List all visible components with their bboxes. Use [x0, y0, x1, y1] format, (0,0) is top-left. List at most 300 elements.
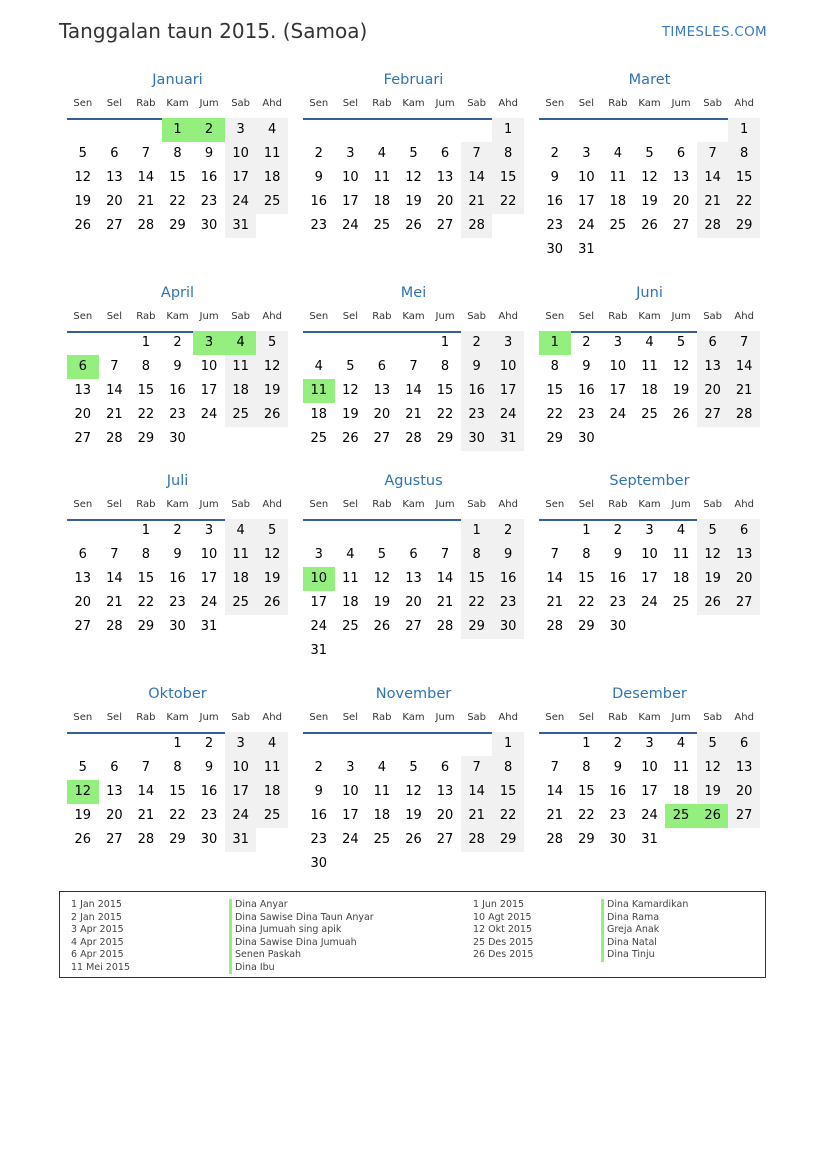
- day-cell: 22: [169, 808, 186, 823]
- weekday-label: Sel: [342, 98, 358, 109]
- day-cell: 14: [461, 166, 493, 190]
- day-cell: 1: [141, 335, 151, 350]
- day-cell: 28: [697, 214, 729, 238]
- day-cell: 11: [256, 142, 288, 166]
- day-cell: 16: [200, 170, 218, 185]
- weekday-label: Sen: [73, 311, 93, 322]
- weekday-label: Sab: [231, 98, 251, 109]
- day-cell: 15: [492, 166, 524, 190]
- day-cell: 14: [405, 383, 422, 398]
- day-cell: 3: [613, 335, 623, 350]
- day-cell: 21: [546, 595, 564, 610]
- day-cell: 17: [492, 379, 524, 403]
- day-cell: 17: [578, 194, 595, 209]
- weekday-label: Sel: [342, 311, 358, 322]
- day-cell: 29: [137, 431, 155, 446]
- day-cell: 25: [225, 591, 257, 615]
- day-cell: 13: [697, 355, 729, 379]
- weekday-label: Sen: [545, 311, 565, 322]
- day-cell: 6: [377, 359, 387, 374]
- weekday-label: Sab: [467, 311, 487, 322]
- day-cell: 19: [405, 194, 422, 209]
- month-title: April: [160, 285, 195, 301]
- weekday-label: Sab: [703, 712, 723, 723]
- day-cell: 14: [436, 571, 454, 586]
- day-cell: 8: [173, 146, 182, 161]
- day-cell: 20: [373, 407, 391, 422]
- day-cell: 28: [137, 218, 155, 233]
- weekday-label: Ahd: [498, 499, 518, 510]
- day-cell: 28: [728, 403, 760, 427]
- weekday-label: Kam: [402, 499, 425, 510]
- day-cell: 17: [609, 383, 627, 398]
- day-cell: 29: [728, 214, 760, 238]
- day-cell: 29: [169, 832, 186, 847]
- day-cell: 21: [461, 190, 493, 214]
- day-cell: 13: [74, 571, 92, 586]
- day-cell: 6: [110, 760, 119, 775]
- day-cell: 15: [492, 780, 524, 804]
- day-cell: 24: [200, 407, 218, 422]
- weekday-label: Jum: [435, 499, 455, 510]
- weekday-label: Rab: [608, 499, 628, 510]
- day-cell: 26: [641, 218, 658, 233]
- day-cell: 16: [310, 194, 328, 209]
- day-cell: 8: [141, 547, 151, 562]
- day-cell: 13: [436, 784, 454, 799]
- day-cell: 22: [169, 194, 186, 209]
- month-januari: [67, 72, 288, 272]
- day-cell: 27: [74, 431, 92, 446]
- day-cell: 13: [106, 170, 123, 185]
- day-cell: 16: [492, 567, 524, 591]
- day-cell: 11: [641, 359, 658, 374]
- day-cell: 23: [200, 808, 218, 823]
- day-cell: 14: [461, 780, 493, 804]
- weekday-label: Sel: [106, 712, 122, 723]
- day-cell: 23: [609, 595, 627, 610]
- day-cell: 5: [697, 519, 729, 543]
- month-november: [303, 686, 524, 886]
- weekday-label: Jum: [435, 311, 455, 322]
- day-cell: 16: [609, 784, 627, 799]
- day-cell: 30: [578, 431, 595, 446]
- day-cell: 25: [672, 595, 690, 610]
- day-cell: 7: [141, 146, 151, 161]
- day-cell: 29: [578, 619, 595, 634]
- month-februari: [303, 72, 524, 272]
- day-cell: 25: [310, 431, 328, 446]
- day-cell: 31: [578, 242, 595, 257]
- weekday-header: [303, 712, 524, 734]
- weekday-label: Jum: [671, 311, 691, 322]
- day-cell: 2: [492, 519, 524, 543]
- day-cell: 5: [676, 335, 686, 350]
- day-cell: 10: [200, 547, 218, 562]
- day-cell: 12: [405, 170, 422, 185]
- day-cell: 12: [74, 170, 92, 185]
- weekday-label: Sen: [309, 499, 329, 510]
- holiday-date: 12 Okt 2015: [473, 924, 533, 935]
- weekday-label: Ahd: [498, 712, 518, 723]
- day-cell: 10: [342, 784, 359, 799]
- weekday-label: Sen: [73, 98, 93, 109]
- day-cell: 4: [676, 736, 686, 751]
- weekday-label: Rab: [136, 499, 156, 510]
- day-cell: 16: [578, 383, 595, 398]
- day-cell: 4: [256, 732, 288, 756]
- day-cell: 9: [204, 146, 214, 161]
- day-cell: 12: [256, 355, 288, 379]
- day-cell: 27: [405, 619, 422, 634]
- month-maret: [539, 72, 760, 272]
- day-cell: 28: [546, 832, 564, 847]
- day-cell: 15: [137, 383, 155, 398]
- day-cell: 9: [613, 547, 623, 562]
- day-cell: 17: [641, 784, 658, 799]
- day-cell: 15: [436, 383, 454, 398]
- day-cell: 7: [728, 331, 760, 355]
- day-cell: 1: [440, 335, 450, 350]
- day-cell: 9: [314, 170, 323, 185]
- day-cell: 17: [342, 194, 359, 209]
- day-cell: 26: [256, 403, 288, 427]
- day-cell: 21: [728, 379, 760, 403]
- day-cell: 20: [74, 407, 92, 422]
- holiday-name: Dina Tinju: [601, 949, 655, 962]
- day-cell: 12: [697, 756, 729, 780]
- day-cell: 4: [377, 760, 387, 775]
- weekday-label: Sab: [467, 499, 487, 510]
- day-cell: 5: [645, 146, 654, 161]
- day-cell: 12: [641, 170, 658, 185]
- day-cell: 21: [137, 194, 155, 209]
- day-cell: 25: [256, 804, 288, 828]
- weekday-label: Ahd: [262, 311, 282, 322]
- day-cell: 10: [578, 170, 595, 185]
- day-cell: 30: [200, 218, 218, 233]
- weekday-header: [67, 712, 288, 734]
- day-cell: 1: [492, 732, 524, 756]
- day-cell: 15: [169, 170, 186, 185]
- weekday-label: Kam: [638, 499, 661, 510]
- day-cell: 25: [609, 218, 627, 233]
- weekday-label: Jum: [671, 712, 691, 723]
- day-cell: 12: [256, 543, 288, 567]
- day-cell: 20: [74, 595, 92, 610]
- day-cell: 17: [200, 571, 218, 586]
- day-cell: 19: [405, 808, 422, 823]
- weekday-label: Sel: [578, 98, 594, 109]
- day-cell: 29: [436, 431, 454, 446]
- day-cell: 5: [377, 547, 387, 562]
- day-cell: 14: [546, 571, 564, 586]
- day-cell: 5: [697, 732, 729, 756]
- day-cell: 5: [78, 760, 87, 775]
- day-cell: 8: [141, 359, 151, 374]
- day-cell: 25: [641, 407, 658, 422]
- weekday-label: Rab: [136, 311, 156, 322]
- month-desember: [539, 686, 760, 886]
- day-cell: 26: [697, 591, 729, 615]
- day-cell: 7: [550, 547, 559, 562]
- holiday-date: 1 Jun 2015: [473, 899, 525, 910]
- day-cell: 21: [546, 808, 564, 823]
- weekday-label: Sab: [467, 98, 487, 109]
- holiday-name: Dina Ibu: [229, 962, 275, 975]
- holiday-date: 6 Apr 2015: [71, 949, 124, 960]
- weekday-label: Sab: [703, 311, 723, 322]
- day-cell: 14: [697, 166, 729, 190]
- weekday-header: [539, 712, 760, 734]
- day-cell: 11: [672, 547, 690, 562]
- holiday-name: Dina Jumuah sing apik: [229, 924, 341, 937]
- day-cell: 15: [546, 383, 564, 398]
- holiday-date: 4 Apr 2015: [71, 936, 124, 948]
- weekday-label: Jum: [199, 98, 219, 109]
- month-title: Agustus: [384, 473, 443, 489]
- day-cell: 23: [609, 808, 627, 823]
- weekday-header: [303, 311, 524, 333]
- day-cell: 2: [314, 146, 323, 161]
- day-cell: 20: [672, 194, 690, 209]
- weekday-label: Sel: [106, 311, 122, 322]
- day-cell: 3: [346, 760, 355, 775]
- day-cell: 20: [436, 808, 454, 823]
- weekday-label: Ahd: [734, 712, 754, 723]
- day-cell: 14: [106, 383, 123, 398]
- day-cell: 18: [672, 571, 690, 586]
- day-cell: 8: [492, 142, 524, 166]
- site-link[interactable]: TIMESLES.COM: [661, 24, 767, 40]
- holiday-name: Senen Paskah: [229, 949, 301, 962]
- day-cell: 3: [645, 523, 654, 538]
- day-cell: 18: [609, 194, 627, 209]
- holiday-name: Dina Anyar: [229, 899, 288, 912]
- day-cell: 30: [461, 427, 493, 451]
- day-cell: 14: [546, 784, 564, 799]
- day-cell: 27: [106, 218, 123, 233]
- day-cell: 31: [641, 832, 658, 847]
- day-cell: 18: [225, 379, 257, 403]
- day-cell: 1: [728, 118, 760, 142]
- day-cell: 29: [137, 619, 155, 634]
- weekday-label: Rab: [372, 712, 392, 723]
- day-cell: 25: [225, 403, 257, 427]
- weekday-label: Kam: [166, 712, 189, 723]
- month-juni: [539, 285, 760, 485]
- day-cell: 31: [310, 643, 328, 658]
- day-cell: 23: [169, 595, 186, 610]
- holiday-date: 2 Jan 2015: [71, 911, 122, 923]
- day-cell: 5: [409, 760, 418, 775]
- month-title: Juli: [166, 473, 189, 489]
- day-cell: 26: [256, 591, 288, 615]
- day-cell: 7: [409, 359, 418, 374]
- day-cell: 24: [578, 218, 595, 233]
- day-cell: 12: [697, 543, 729, 567]
- day-cell: 6: [728, 732, 760, 756]
- day-cell: 20: [436, 194, 454, 209]
- day-cell: 13: [728, 543, 760, 567]
- day-cell: 2: [550, 146, 559, 161]
- weekday-label: Jum: [671, 98, 691, 109]
- day-cell: 26: [373, 619, 391, 634]
- day-cell: 7: [461, 142, 493, 166]
- day-cell: 27: [106, 832, 123, 847]
- day-cell: 19: [74, 194, 92, 209]
- day-cell: 6: [676, 146, 686, 161]
- day-cell: 2: [461, 331, 493, 355]
- day-cell: 4: [314, 359, 323, 374]
- day-cell: 9: [314, 784, 323, 799]
- day-cell: 2: [613, 523, 623, 538]
- day-cell: 21: [697, 190, 729, 214]
- weekday-label: Sab: [231, 499, 251, 510]
- day-cell: 19: [256, 567, 288, 591]
- weekday-label: Jum: [435, 712, 455, 723]
- day-cell: 23: [546, 218, 564, 233]
- weekday-label: Sen: [545, 98, 565, 109]
- weekday-label: Kam: [402, 98, 425, 109]
- day-cell: 30: [310, 856, 328, 871]
- weekday-label: Sab: [703, 499, 723, 510]
- day-cell: 8: [582, 547, 591, 562]
- holiday-date: 25 Des 2015: [473, 936, 534, 948]
- day-cell: 10: [492, 355, 524, 379]
- day-cell: 12: [342, 383, 359, 398]
- day-cell: 10: [225, 142, 257, 166]
- day-cell: 14: [106, 571, 123, 586]
- month-title: Februari: [383, 72, 444, 88]
- day-cell: 10: [200, 359, 218, 374]
- day-cell: 18: [672, 784, 690, 799]
- day-cell: 8: [173, 760, 182, 775]
- month-oktober: [67, 686, 288, 886]
- weekday-label: Rab: [136, 712, 156, 723]
- day-cell: 1: [492, 118, 524, 142]
- weekday-label: Kam: [166, 499, 189, 510]
- day-cell: 1: [141, 523, 151, 538]
- day-cell: 30: [169, 619, 186, 634]
- day-cell: 21: [405, 407, 422, 422]
- day-cell: 13: [106, 784, 123, 799]
- day-cell: 27: [728, 804, 760, 828]
- day-cell: 7: [550, 760, 559, 775]
- weekday-header: [67, 311, 288, 333]
- weekday-label: Rab: [372, 98, 392, 109]
- day-cell: 4: [225, 519, 257, 543]
- day-cell: 4: [377, 146, 387, 161]
- day-cell: 26: [405, 832, 422, 847]
- day-cell: 10: [641, 760, 658, 775]
- weekday-label: Rab: [372, 311, 392, 322]
- weekday-label: Rab: [136, 98, 156, 109]
- weekday-header: [67, 98, 288, 120]
- weekday-label: Sel: [342, 499, 358, 510]
- day-cell: 24: [641, 595, 658, 610]
- day-cell: 24: [225, 804, 257, 828]
- holiday-day-cell: 1: [539, 331, 571, 355]
- day-cell: 16: [609, 571, 627, 586]
- holiday-date: 11 Mei 2015: [71, 961, 130, 973]
- day-cell: 13: [373, 383, 391, 398]
- day-cell: 30: [609, 832, 627, 847]
- day-cell: 7: [697, 142, 729, 166]
- day-cell: 28: [405, 431, 422, 446]
- day-cell: 24: [342, 218, 359, 233]
- holiday-day-cell: 10: [303, 567, 335, 591]
- weekday-label: Kam: [638, 311, 661, 322]
- day-cell: 9: [582, 359, 591, 374]
- day-cell: 1: [173, 736, 182, 751]
- day-cell: 28: [106, 619, 123, 634]
- day-cell: 14: [728, 355, 760, 379]
- day-cell: 10: [641, 547, 658, 562]
- weekday-header: [303, 499, 524, 521]
- day-cell: 19: [697, 780, 729, 804]
- day-cell: 27: [436, 218, 454, 233]
- day-cell: 16: [546, 194, 564, 209]
- day-cell: 17: [200, 383, 218, 398]
- weekday-label: Kam: [638, 712, 661, 723]
- day-cell: 12: [373, 571, 391, 586]
- day-cell: 29: [492, 828, 524, 852]
- day-cell: 28: [137, 832, 155, 847]
- weekday-label: Ahd: [734, 311, 754, 322]
- weekday-label: Sen: [73, 712, 93, 723]
- day-cell: 6: [409, 547, 418, 562]
- weekday-header: [539, 311, 760, 333]
- weekday-label: Jum: [199, 499, 219, 510]
- day-cell: 18: [256, 166, 288, 190]
- weekday-label: Rab: [372, 499, 392, 510]
- day-cell: 9: [173, 547, 182, 562]
- day-cell: 24: [609, 407, 627, 422]
- weekday-label: Jum: [199, 311, 219, 322]
- weekday-label: Sel: [106, 499, 122, 510]
- holiday-day-cell: 3: [193, 331, 225, 355]
- weekday-label: Sen: [309, 311, 329, 322]
- day-cell: 11: [373, 170, 391, 185]
- day-cell: 20: [728, 567, 760, 591]
- weekday-label: Sen: [545, 712, 565, 723]
- day-cell: 29: [169, 218, 186, 233]
- weekday-label: Sen: [309, 712, 329, 723]
- day-cell: 22: [137, 595, 155, 610]
- holiday-day-cell: 2: [193, 118, 225, 142]
- day-cell: 5: [256, 519, 288, 543]
- day-cell: 30: [546, 242, 564, 257]
- day-cell: 22: [578, 595, 595, 610]
- day-cell: 25: [373, 832, 391, 847]
- day-cell: 20: [106, 194, 123, 209]
- day-cell: 21: [137, 808, 155, 823]
- holiday-name: Dina Rama: [601, 912, 659, 925]
- weekday-label: Sab: [231, 712, 251, 723]
- holiday-day-cell: 26: [697, 804, 729, 828]
- weekday-label: Rab: [608, 98, 628, 109]
- holiday-legend: [59, 891, 766, 978]
- day-cell: 5: [78, 146, 87, 161]
- day-cell: 24: [200, 595, 218, 610]
- day-cell: 7: [461, 756, 493, 780]
- day-cell: 9: [461, 355, 493, 379]
- holiday-name: Dina Natal: [601, 937, 657, 950]
- day-cell: 26: [74, 832, 92, 847]
- day-cell: 28: [546, 619, 564, 634]
- day-cell: 26: [672, 407, 690, 422]
